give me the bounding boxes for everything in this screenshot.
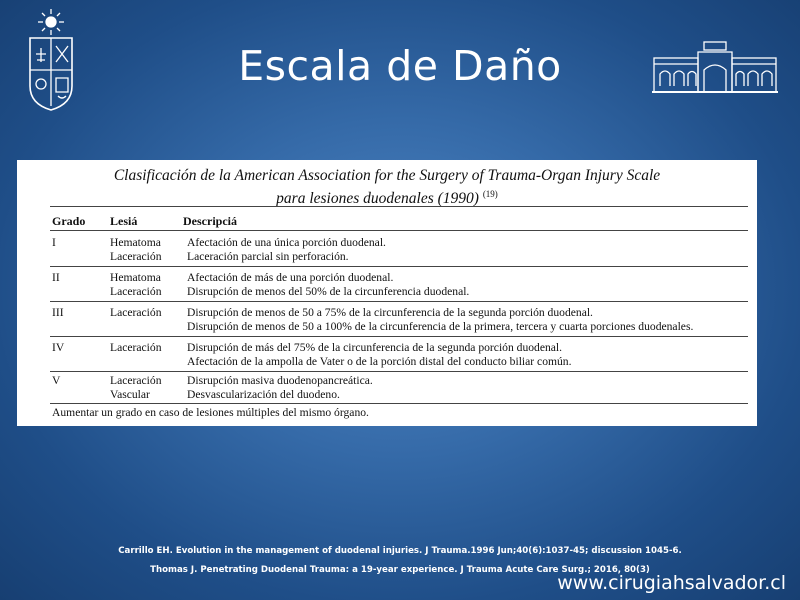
row-description: Desvascularización del duodeno. (187, 388, 340, 401)
row-lesion: Laceración (110, 341, 162, 354)
row-description: Afectación de la ampolla de Vater o de la porción distal del conducto biliar común. (187, 355, 572, 368)
row-grade: II (52, 271, 60, 284)
table-rule-header (50, 230, 748, 231)
header-grade: Grado (52, 214, 86, 228)
row-grade: III (52, 306, 64, 319)
row-lesion: Hematoma (110, 271, 161, 284)
header-lesion: Lesiá (110, 214, 138, 228)
row-description: Afectación de una única porción duodenal. (187, 236, 386, 249)
injury-scale-table (17, 160, 757, 426)
table-title-line-1: Clasificación de la American Association for the Surgery of Trauma-Organ Injury Scale (113, 167, 661, 184)
table-title-ref: (19) (482, 189, 498, 199)
row-lesion: Vascular (110, 388, 150, 401)
slide-title: Escala de Daño (238, 42, 562, 90)
row-description: Laceración parcial sin perforación. (187, 250, 349, 263)
reference-1: Carrillo EH. Evolution in the management of duodenal injuries. J Trauma.1996 Jun;40(6):1037-45; discussion 1045-6. (118, 546, 682, 556)
header-description: Descripciá (183, 214, 237, 228)
row-lesion: Laceración (110, 306, 162, 319)
row-grade: IV (52, 341, 65, 354)
row-lesion: Hematoma (110, 236, 161, 249)
row-description: Disrupción de menos del 50% de la circunferencia duodenal. (187, 285, 470, 298)
row-grade: V (52, 374, 61, 387)
row-description: Disrupción de más del 75% de la circunferencia de la segunda porción duodenal. (187, 341, 563, 354)
table-rule-row (50, 266, 748, 267)
reference-2: Thomas J. Penetrating Duodenal Trauma: a 19-year experience. J Trauma Acute Care Surg.; 2016, 80(3) (150, 565, 650, 575)
table-rule-row (50, 371, 748, 372)
row-lesion: Laceración (110, 374, 162, 387)
row-description: Disrupción masiva duodenopancreática. (187, 374, 373, 387)
table-title (17, 166, 757, 208)
table-rule-row (50, 336, 748, 337)
table-footnote: Aumentar un grado en caso de lesiones múltiples del mismo órgano. (52, 406, 369, 419)
row-lesion: Laceración (110, 285, 162, 298)
row-description: Afectación de más de una porción duodenal. (187, 271, 394, 284)
table-rule-top (50, 206, 748, 207)
table-rule-row (50, 301, 748, 302)
row-lesion: Laceración (110, 250, 162, 263)
row-grade: I (52, 236, 56, 249)
table-title-line-2: para lesiones duodenales (1990) (276, 190, 479, 208)
row-description: Disrupción de menos de 50 a 100% de la circunferencia de la primera, tercera y cuarta porciones duodenales. (187, 320, 694, 333)
website-url: www.cirugiahsalvador.cl (557, 572, 786, 594)
table-rule-bottom (50, 403, 748, 404)
row-description: Disrupción de menos de 50 a 75% de la circunferencia de la segunda porción duodenal. (187, 306, 593, 319)
